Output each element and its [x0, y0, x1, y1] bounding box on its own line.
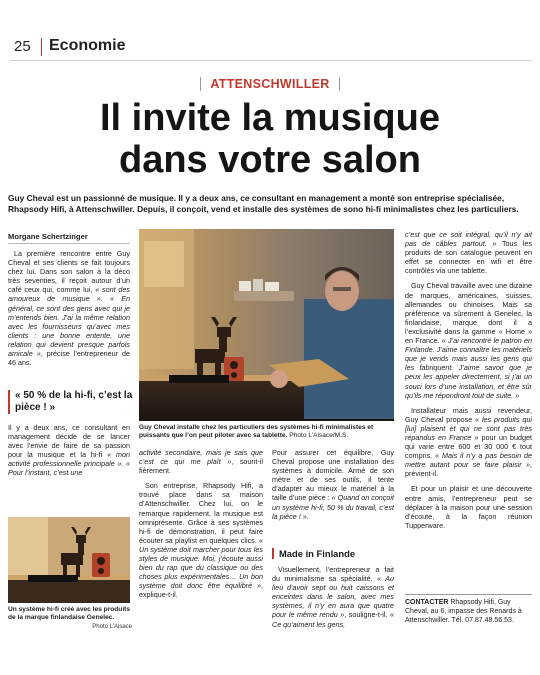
text-run: , souligne-t-il. — [344, 610, 390, 620]
main-photo — [139, 229, 394, 421]
text-run: , précise l’entrepreneur de 46 ans. — [8, 349, 130, 368]
text-run: . — [306, 511, 309, 521]
paragraph — [272, 448, 394, 521]
quote-run: « Quand on conçoit un système hi-fi, 50 % du travail, c’est la pièce ! » — [272, 493, 394, 521]
text-run: Visuellement, l’entrepreneur a fait du minimalisme sa spécialité. — [272, 565, 394, 584]
text-run: , explique-t-il. — [139, 581, 263, 600]
paragraph — [272, 565, 394, 629]
kicker-text: ATTENSCHWILLER — [210, 76, 330, 91]
caption-text: Guy Cheval installe chez les particuliers des systèmes hi-fi minimalistes et puissants que l’on peut piloter avec sa tablette. — [139, 424, 374, 440]
article-column-3b — [272, 565, 394, 635]
small-photo-credit: Photo L’Alsace — [92, 624, 132, 630]
paragraph — [405, 281, 532, 399]
paragraph — [139, 448, 263, 475]
photo-credit: Photo L’Alsace/M.S. — [289, 432, 349, 440]
section-title: Economie — [49, 37, 126, 54]
contact-label: CONTACTER — [405, 599, 449, 606]
quote-run: « Un système doit marcher pour tous les styles de musique. Moi, j’écoute aussi bien du rap que du classique ou des choses plus expérimentales… Un bon système doit donc être équilibré » — [139, 535, 263, 591]
small-photo-illustration — [8, 517, 130, 603]
byline: Morgane Schertzinger — [8, 232, 88, 241]
paragraph: Et pour un plaisir et une découverte entre amis, l’entrepreneur peut se déplacer à la maison pour une session d’écoute, à la façon réunion Tupperware. — [405, 484, 532, 530]
text-run: Tous les produits de son catalogue peuvent en effet se connecter en wifi et être contrôlés via une tablette. — [405, 239, 533, 276]
text-run: Il y a deux ans, ce consultant en management décide de se lancer avec l’envie de faire de sa passion pour la musique et la hi-fi — [8, 423, 130, 460]
text-run: , sourit-il fièrement. — [139, 457, 263, 476]
page-number: 25 — [14, 38, 31, 55]
text-run: La première rencontre entre Guy Cheval et ses clients se fait toujours chez lui. Dans son salon à la déco très seventies, il reçoit autour d’un café ceux qui, comme lui, — [8, 249, 130, 295]
quote-run: « J’ai rencontré le patron en Finlande. J’aime connaître les matériels que je vends mais aussi les gens qui les fabriquent. J’aime savoir que je peux les appeler directement, si j’ai un souci lors d’une installation, et être sûr qu’ils me répondront tout de suite. » — [405, 336, 532, 400]
quote-run: « mon activité professionnelle principale ». « Pour l’instant, c’est une — [8, 450, 130, 478]
lead-paragraph: Guy Cheval est un passionné de musique. Il y a deux ans, ce consultant en management a monté son entreprise spécialisée, Rhapsody Hifi, à Attenschwiller. Depuis, il conçoit, vend et installe des systèmes de sono hi-fi minimalistes chez les particuliers. — [8, 193, 519, 214]
kicker — [0, 75, 540, 93]
small-photo — [8, 517, 130, 603]
article-column-1b — [8, 423, 130, 484]
article-column-2 — [139, 448, 263, 606]
subheading: Made in Finlande — [272, 548, 401, 559]
text-run: , prévient-il. — [405, 460, 532, 479]
contact-text: Rhapsody Hifi, Guy Cheval, au 6, impasse des Renards à Attenschwiller. Tél. 07.87.48.56.53. — [405, 599, 522, 624]
headline — [0, 97, 540, 181]
quote-run: activité secondaire, mais je sais que c’est ce qui me plaît » — [139, 448, 263, 467]
article-column-1 — [8, 249, 130, 373]
paragraph — [405, 230, 532, 275]
paragraph — [405, 406, 532, 479]
main-photo-illustration — [139, 229, 394, 421]
quote-run: « Au lieu d’avoir sept ou huit caissons et enceintes dans le salon, avec mes systèmes, il n’y en aura que quatre pour le même rendu » — [272, 574, 394, 620]
paragraph — [139, 481, 263, 599]
text-run: Installateur mais aussi revendeur, Guy Cheval propose — [405, 405, 532, 424]
quote-run: « Ce qu’aiment les gens, — [272, 610, 394, 629]
text-run: Guy Cheval travaille avec une dizaine de marques, américaines, suisses, allemandes ou chinoises. Mais sa préférence va sûrement à Genelec, la finlandaise, marque dont il a l’exclusivité dans la gamme « Home » en France. — [405, 281, 532, 346]
small-photo-caption: Un système hi-fi créé avec les produits de la marque finlandaise Genelec. — [8, 606, 131, 622]
quote-run: « Mais il n’y a pas besoin de mettre autant pour se faire plaisir » — [405, 451, 533, 470]
article-column-4 — [405, 230, 532, 536]
text-run: Pour assurer cet équilibre, Guy Cheval propose une installation des systèmes à domicile. Armé de son mètre et de ses outils, il tente d’adapter au mieux le matériel à la taille d’une pièce : — [272, 448, 394, 503]
text-run: Son entreprise, Rhapsody Hifi, a trouvé place dans sa maison d’Attenschwiller. Chez lui, on le remarque rapidement, la musique est omniprésente. Grâce à ses systèmes hi-fi de démonstration, il peut faire écouter sa playlist en quelques clics. — [139, 481, 263, 545]
headline-line-2: dans votre salon — [119, 139, 421, 181]
text-run: pour un budget qui varie entre 600 et 30 000 € tout compris. — [405, 432, 532, 461]
article-column-3 — [272, 448, 394, 527]
kicker-bar-right — [339, 77, 340, 91]
paragraph — [8, 249, 130, 367]
headline-line-1: Il invite la musique — [100, 97, 440, 139]
quote-run: c’est que ce soit intégral, qu’il n’y ait pas de câbles partout. » — [405, 230, 532, 249]
header-rule — [10, 60, 532, 61]
byline-rule — [8, 243, 130, 244]
quote-run: « les produits qui [lui] plaisent et qui ne sont pas très répandus en France » — [405, 414, 532, 442]
main-photo-caption — [139, 424, 395, 441]
paragraph — [8, 423, 130, 478]
pull-quote: « 50 % de la hi-fi, c’est la pièce ! » — [8, 390, 137, 414]
header-separator — [41, 38, 42, 56]
quote-run: « sont des amoureux de musique ». « En général, ce sont des gens avec qui je m’entends bien. J’ai la même relation avec les fournisseurs qu’avec mes clients : une bonne entente, une relation qui devient presque parfois amicale » — [8, 285, 130, 359]
kicker-bar-left — [200, 77, 201, 91]
contact-box — [405, 594, 532, 625]
